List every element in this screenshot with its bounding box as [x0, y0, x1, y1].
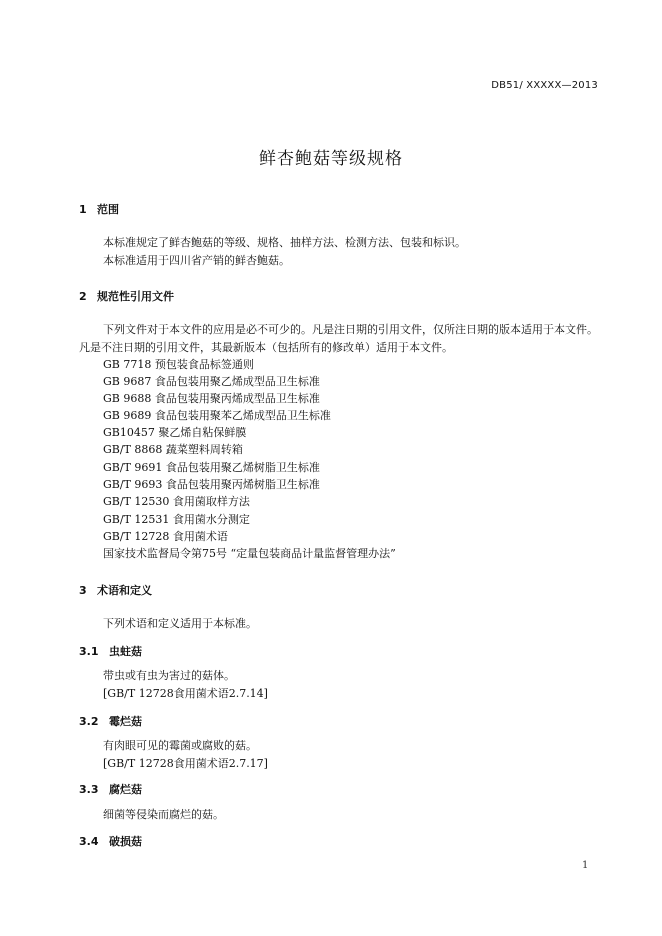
term-name: 破损菇 [109, 835, 142, 848]
term-heading [79, 781, 142, 797]
term-definition: 有肉眼可见的霉菌或腐败的菇。 [103, 739, 257, 752]
reference-item: GB/T 12728 食用菌术语 [103, 530, 228, 543]
term-name: 霉烂菇 [109, 715, 142, 728]
section-2-intro: 下列文件对于本文件的应用是必不可少的。凡是注日期的引用文件，仅所注日期的版本适用于本文件。凡是不注日期的引用文件，其最新版本（包括所有的修改单）适用于本文件。 [79, 323, 598, 354]
term-number: 3.1 [79, 645, 99, 658]
reference-item: GB/T 9693 食品包装用聚丙烯树脂卫生标准 [103, 478, 320, 491]
page-number: 1 [582, 860, 589, 871]
section-1-heading [79, 201, 119, 217]
section-1-title: 范围 [97, 203, 119, 216]
section-2-title: 规范性引用文件 [97, 290, 174, 303]
term-definition: 带虫或有虫为害过的菇体。 [103, 669, 235, 682]
section-3-title: 术语和定义 [97, 584, 152, 597]
reference-item: 国家技术监督局令第75号 “定量包装商品计量监督管理办法” [103, 547, 396, 560]
section-3-number: 3 [79, 584, 87, 597]
term-source: [GB/T 12728食用菌术语2.7.17] [103, 757, 268, 770]
reference-item: GB/T 12531 食用菌水分测定 [103, 513, 250, 526]
section-2-heading [79, 288, 174, 304]
term-heading [79, 643, 142, 659]
term-name: 腐烂菇 [109, 783, 142, 796]
section-1-paragraph: 本标准适用于四川省产销的鲜杏鲍菇。 [103, 254, 290, 267]
section-1-paragraph: 本标准规定了鲜杏鲍菇的等级、规格、抽样方法、检测方法、包装和标识。 [103, 236, 466, 249]
reference-item: GB10457 聚乙烯自粘保鲜膜 [103, 426, 247, 439]
standard-code: DB51/ XXXXX—2013 [491, 80, 598, 91]
reference-item: GB/T 8868 蔬菜塑料周转箱 [103, 443, 243, 456]
section-3-intro: 下列术语和定义适用于本标准。 [103, 617, 257, 630]
term-definition: 细菌等侵染而腐烂的菇。 [103, 808, 224, 821]
reference-item: GB 7718 预包装食品标签通则 [103, 358, 254, 371]
section-2-number: 2 [79, 290, 87, 303]
term-name: 虫蛀菇 [109, 645, 142, 658]
reference-item: GB 9689 食品包装用聚苯乙烯成型品卫生标准 [103, 409, 331, 422]
reference-item: GB/T 12530 食用菌取样方法 [103, 495, 250, 508]
term-heading [79, 833, 142, 849]
section-3-heading [79, 582, 152, 598]
term-heading [79, 713, 142, 729]
term-source: [GB/T 12728食用菌术语2.7.14] [103, 687, 268, 700]
reference-item: GB/T 9691 食品包装用聚乙烯树脂卫生标准 [103, 461, 320, 474]
reference-item: GB 9687 食品包装用聚乙烯成型品卫生标准 [103, 375, 320, 388]
reference-item: GB 9688 食品包装用聚丙烯成型品卫生标准 [103, 392, 320, 405]
term-number: 3.2 [79, 715, 99, 728]
section-1-number: 1 [79, 203, 87, 216]
term-number: 3.3 [79, 783, 99, 796]
term-number: 3.4 [79, 835, 99, 848]
document-title: 鲜杏鲍菇等级规格 [259, 149, 403, 169]
